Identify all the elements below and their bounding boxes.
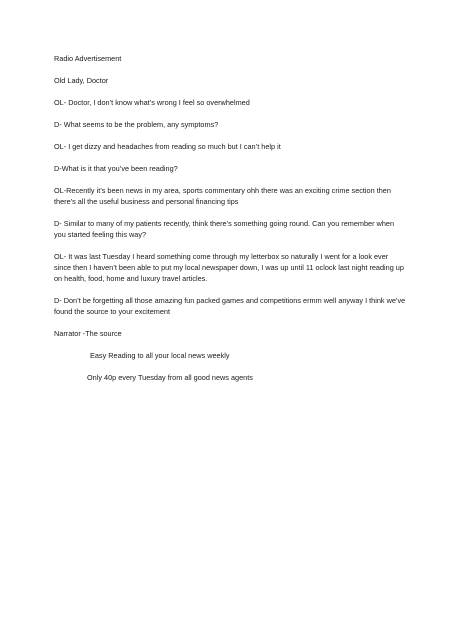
tagline-price: Only 40p every Tuesday from all good news agents — [87, 373, 253, 382]
characters-line: Old Lady, Doctor — [54, 76, 109, 85]
dialogue-line: OL- It was last Tuesday I heard something come through my letterbox so naturally I went for a look ever since then I haven’t been able to put my local newspaper down, I was up until 11 oclock last night reading up on health, food, home and luxury travel articles. — [54, 252, 404, 283]
tagline-weekly: Easy Reading to all your local news weekly — [90, 351, 230, 360]
dialogue-line: D-What is it that you’ve been reading? — [54, 164, 178, 173]
narrator-line: Narrator -The source — [54, 329, 122, 338]
dialogue-line: D- Similar to many of my patients recently, think there’s something going round. Can you remember when you started feeling this way? — [54, 219, 395, 239]
dialogue-line: OL-Recently it’s been news in my area, sports commentary ohh there was an exciting crime section then there’s all the useful business and personal financing tips — [54, 186, 391, 206]
document-body — [54, 53, 406, 394]
dialogue-line: OL- I get dizzy and headaches from reading so much but I can’t help it — [54, 142, 281, 151]
document-title: Radio Advertisement — [54, 54, 122, 63]
dialogue-line: OL- Doctor, I don’t know what’s wrong I feel so overwhelmed — [54, 98, 250, 107]
dialogue-line: D- Don’t be forgetting all those amazing fun packed games and competitions ermm well anyway I think we’ve found the source to your excitement — [54, 296, 406, 316]
dialogue-line: D- What seems to be the problem, any symptoms? — [54, 120, 219, 129]
